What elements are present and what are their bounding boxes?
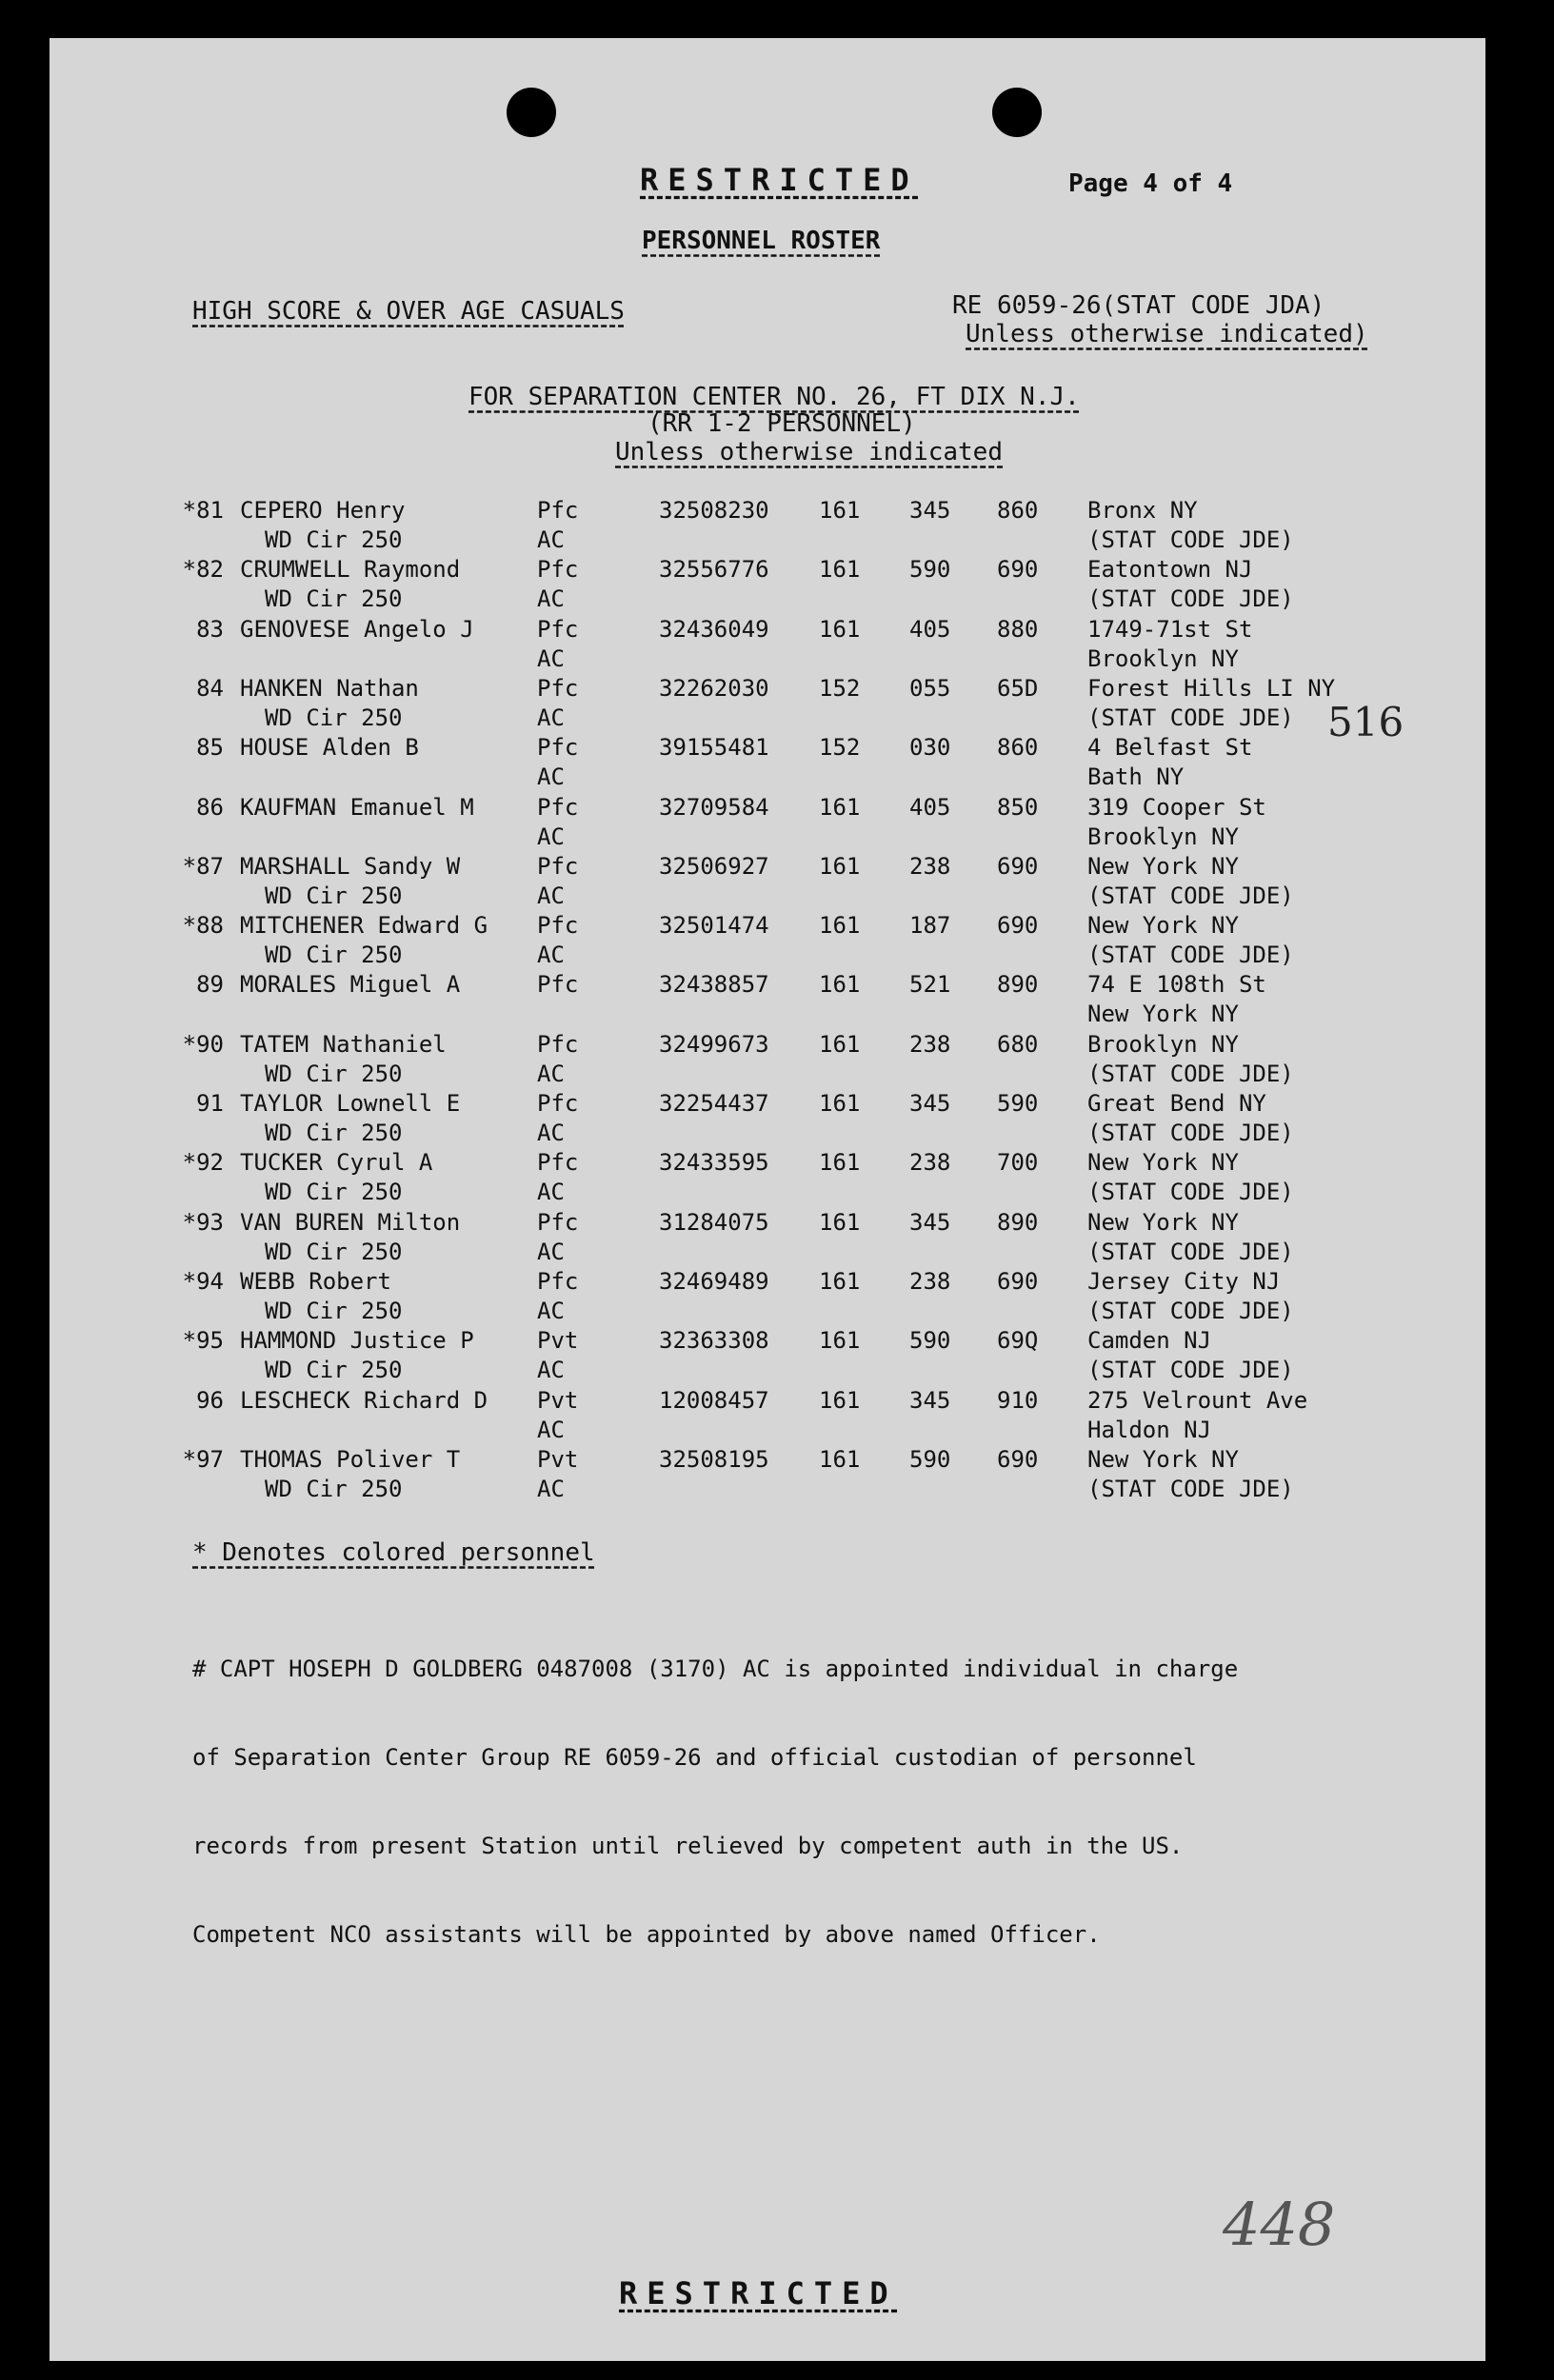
entry-code-b: 238 (909, 1267, 951, 1295)
entry-name: THOMAS Poliver T (240, 1445, 461, 1473)
entry-code-a: 161 (819, 1267, 861, 1295)
entry-address-line2: Brooklyn NY (1087, 645, 1239, 672)
entry-name: HAMMOND Justice P (240, 1327, 474, 1355)
entry-address-line2: (STAT CODE JDE) (1087, 704, 1294, 731)
entry-authority: WD Cir 250 (265, 704, 403, 731)
entry-code-a: 152 (819, 674, 861, 702)
roster-row (50, 1031, 1485, 1090)
center-heading-line2: (RR 1-2 PERSONNEL) (648, 409, 916, 438)
center-heading-line3: Unless otherwise indicated (615, 438, 1003, 466)
entry-authority: WD Cir 250 (265, 1060, 403, 1087)
entry-component: AC (537, 526, 565, 553)
entry-component: AC (537, 1357, 565, 1384)
entry-rank: Pfc (537, 615, 579, 643)
page-number: Page 4 of 4 (1068, 169, 1233, 198)
entry-code-a: 161 (819, 852, 861, 880)
entry-number: *82 (182, 556, 224, 584)
entry-code-a: 152 (819, 734, 861, 762)
entry-address-line2: New York NY (1087, 1001, 1239, 1028)
entry-code-b: 345 (909, 497, 951, 524)
entry-serial-number: 32501474 (659, 912, 769, 940)
entry-address-line1: Bronx NY (1087, 497, 1198, 524)
entry-address-line2: (STAT CODE JDE) (1087, 1297, 1294, 1324)
entry-code-a: 161 (819, 1208, 861, 1236)
roster-title: PERSONNEL ROSTER (642, 227, 881, 255)
entry-authority: WD Cir 250 (265, 526, 403, 553)
entry-code-c: 690 (997, 852, 1039, 880)
entry-code-c: 860 (997, 497, 1039, 524)
entry-address-line1: Forest Hills LI NY (1087, 674, 1336, 702)
entry-number: 89 (196, 971, 224, 999)
entry-rank: Pfc (537, 971, 579, 999)
entry-component: AC (537, 1297, 565, 1324)
entry-code-a: 161 (819, 556, 861, 584)
restricted-header: RESTRICTED (640, 162, 919, 198)
entry-authority: WD Cir 250 (265, 1297, 403, 1324)
entry-serial-number: 32254437 (659, 1090, 769, 1117)
entry-address-line2: (STAT CODE JDE) (1087, 1120, 1294, 1146)
center-heading-line1: FOR SEPARATION CENTER NO. 26, FT DIX N.J. (468, 383, 1080, 411)
entry-address-line1: Jersey City NJ (1087, 1267, 1281, 1295)
entry-authority: WD Cir 250 (265, 1475, 403, 1502)
entry-serial-number: 32438857 (659, 971, 769, 999)
entry-name: TUCKER Cyrul A (240, 1149, 433, 1177)
entry-rank: Pfc (537, 734, 579, 762)
entry-address-line1: 319 Cooper St (1087, 793, 1266, 821)
roster-row (50, 1387, 1485, 1446)
entry-number: *94 (182, 1267, 224, 1295)
note-line: of Separation Center Group RE 6059-26 and official custodian of personnel (192, 1744, 1197, 1771)
entry-rank: Pfc (537, 556, 579, 584)
note-line: # CAPT HOSEPH D GOLDBERG 0487008 (3170) AC is appointed individual in charge (192, 1656, 1239, 1682)
entry-number: *90 (182, 1030, 224, 1058)
entry-number: 83 (196, 615, 224, 643)
entry-component: AC (537, 1060, 565, 1087)
entry-address-line1: New York NY (1087, 1149, 1239, 1177)
entry-code-c: 700 (997, 1149, 1039, 1177)
entry-authority: WD Cir 250 (265, 1238, 403, 1265)
entry-address-line1: Great Bend NY (1087, 1090, 1266, 1117)
entry-address-line1: 4 Belfast St (1087, 734, 1253, 762)
roster-row (50, 1149, 1485, 1208)
entry-number: *93 (182, 1208, 224, 1236)
entry-address-line2: Haldon NJ (1087, 1416, 1212, 1443)
entry-code-a: 161 (819, 615, 861, 643)
punch-hole-left (507, 88, 556, 137)
entry-component: AC (537, 1416, 565, 1443)
roster-row (50, 971, 1485, 1030)
entry-number: *88 (182, 912, 224, 940)
entry-address-line2: Bath NY (1087, 764, 1185, 791)
entry-code-c: 860 (997, 734, 1039, 762)
entry-rank: Pfc (537, 1149, 579, 1177)
handwritten-margin-number: 516 (1327, 699, 1405, 745)
entry-address-line2: (STAT CODE JDE) (1087, 585, 1294, 613)
entry-code-b: 590 (909, 556, 951, 584)
footnote: * Denotes colored personnel (192, 1538, 595, 1567)
entry-name: WEBB Robert (240, 1267, 391, 1295)
appointment-note (192, 1596, 1238, 2009)
entry-component: AC (537, 1179, 565, 1206)
entry-address-line1: Brooklyn NY (1087, 1030, 1239, 1058)
entry-serial-number: 32709584 (659, 793, 769, 821)
entry-number: *92 (182, 1149, 224, 1177)
entry-rank: Pfc (537, 912, 579, 940)
roster-row (50, 1209, 1485, 1268)
note-line: records from present Station until relieved by competent auth in the US. (192, 1833, 1184, 1859)
entry-address-line2: (STAT CODE JDE) (1087, 882, 1294, 909)
entry-name: MORALES Miguel A (240, 971, 461, 999)
entry-number: 91 (196, 1090, 224, 1117)
entry-address-line1: 74 E 108th St (1087, 971, 1266, 999)
entry-address-line2: (STAT CODE JDE) (1087, 1238, 1294, 1265)
entry-rank: Pvt (537, 1327, 579, 1355)
entry-serial-number: 39155481 (659, 734, 769, 762)
entry-code-c: 65D (997, 674, 1039, 702)
entry-number: 96 (196, 1386, 224, 1414)
entry-address-line2: (STAT CODE JDE) (1087, 1179, 1294, 1206)
entry-name: LESCHECK Richard D (240, 1386, 488, 1414)
entry-rank: Pfc (537, 1090, 579, 1117)
entry-code-c: 890 (997, 1208, 1039, 1236)
entry-rank: Pfc (537, 852, 579, 880)
handwritten-page-number: 448 (1223, 2190, 1336, 2259)
entry-code-b: 030 (909, 734, 951, 762)
entry-rank: Pfc (537, 497, 579, 524)
entry-address-line2: (STAT CODE JDE) (1087, 1060, 1294, 1087)
entry-address-line1: Camden NJ (1087, 1327, 1212, 1355)
entry-serial-number: 32262030 (659, 674, 769, 702)
entry-serial-number: 32433595 (659, 1149, 769, 1177)
restricted-footer: RESTRICTED (619, 2275, 898, 2311)
entry-number: 84 (196, 674, 224, 702)
entry-rank: Pfc (537, 1030, 579, 1058)
entry-component: AC (537, 1475, 565, 1502)
entry-authority: WD Cir 250 (265, 585, 403, 613)
entry-code-b: 238 (909, 1030, 951, 1058)
entry-address-line2: (STAT CODE JDE) (1087, 526, 1294, 553)
roster-row (50, 497, 1485, 556)
entry-name: MARSHALL Sandy W (240, 852, 461, 880)
entry-code-c: 690 (997, 1445, 1039, 1473)
entry-name: HANKEN Nathan (240, 674, 419, 702)
entry-code-a: 161 (819, 1386, 861, 1414)
entry-code-c: 880 (997, 615, 1039, 643)
entry-authority: WD Cir 250 (265, 1179, 403, 1206)
entry-serial-number: 32436049 (659, 615, 769, 643)
roster-row (50, 853, 1485, 912)
roster-row (50, 1268, 1485, 1327)
entry-code-b: 590 (909, 1445, 951, 1473)
entry-code-c: 680 (997, 1030, 1039, 1058)
entry-rank: Pfc (537, 1208, 579, 1236)
entry-code-b: 238 (909, 852, 951, 880)
entry-serial-number: 12008457 (659, 1386, 769, 1414)
roster-row (50, 1446, 1485, 1505)
entry-rank: Pfc (537, 1267, 579, 1295)
entry-serial-number: 32508195 (659, 1445, 769, 1473)
entry-code-a: 161 (819, 1445, 861, 1473)
right-heading-line2: Unless otherwise indicated) (966, 320, 1368, 348)
entry-code-c: 690 (997, 912, 1039, 940)
entry-code-c: 690 (997, 556, 1039, 584)
entry-number: *97 (182, 1445, 224, 1473)
entry-name: MITCHENER Edward G (240, 912, 488, 940)
entry-code-c: 850 (997, 793, 1039, 821)
entry-code-c: 890 (997, 971, 1039, 999)
entry-rank: Pvt (537, 1445, 579, 1473)
entry-code-b: 521 (909, 971, 951, 999)
entry-authority: WD Cir 250 (265, 1357, 403, 1384)
entry-rank: Pfc (537, 793, 579, 821)
entry-code-a: 161 (819, 1090, 861, 1117)
entry-name: KAUFMAN Emanuel M (240, 793, 474, 821)
entry-code-c: 910 (997, 1386, 1039, 1414)
entry-code-a: 161 (819, 1149, 861, 1177)
punch-hole-right (992, 88, 1042, 137)
entry-code-b: 238 (909, 1149, 951, 1177)
entry-authority: WD Cir 250 (265, 942, 403, 969)
roster-row (50, 616, 1485, 675)
entry-authority: WD Cir 250 (265, 1120, 403, 1146)
entry-serial-number: 32506927 (659, 852, 769, 880)
entry-code-a: 161 (819, 497, 861, 524)
roster-row (50, 734, 1485, 793)
entry-component: AC (537, 942, 565, 969)
entry-number: *95 (182, 1327, 224, 1355)
entry-component: AC (537, 1120, 565, 1146)
entry-name: VAN BUREN Milton (240, 1208, 461, 1236)
entry-code-a: 161 (819, 912, 861, 940)
entry-authority: WD Cir 250 (265, 882, 403, 909)
entry-address-line1: New York NY (1087, 1445, 1239, 1473)
entry-number: 85 (196, 734, 224, 762)
entry-code-b: 590 (909, 1327, 951, 1355)
entry-serial-number: 32499673 (659, 1030, 769, 1058)
right-heading-line1: RE 6059-26(STAT CODE JDA) (952, 291, 1325, 320)
left-heading: HIGH SCORE & OVER AGE CASUALS (192, 297, 625, 326)
entry-code-b: 187 (909, 912, 951, 940)
roster-row (50, 1327, 1485, 1386)
entry-number: *87 (182, 852, 224, 880)
entry-name: CRUMWELL Raymond (240, 556, 461, 584)
entry-rank: Pfc (537, 674, 579, 702)
entry-component: AC (537, 585, 565, 613)
entry-serial-number: 32556776 (659, 556, 769, 584)
entry-code-a: 161 (819, 1327, 861, 1355)
entry-code-b: 345 (909, 1090, 951, 1117)
entry-address-line2: (STAT CODE JDE) (1087, 1475, 1294, 1502)
entry-address-line2: (STAT CODE JDE) (1087, 1357, 1294, 1384)
roster-row (50, 675, 1485, 734)
entry-component: AC (537, 823, 565, 850)
entry-address-line1: 1749-71st St (1087, 615, 1253, 643)
roster-row (50, 912, 1485, 971)
entry-number: 86 (196, 793, 224, 821)
entry-name: TATEM Nathaniel (240, 1030, 447, 1058)
entry-code-b: 345 (909, 1386, 951, 1414)
entry-address-line1: 275 Velrount Ave (1087, 1386, 1308, 1414)
entry-component: AC (537, 704, 565, 731)
entry-code-b: 345 (909, 1208, 951, 1236)
entry-code-c: 690 (997, 1267, 1039, 1295)
entry-component: AC (537, 645, 565, 672)
entry-name: HOUSE Alden B (240, 734, 419, 762)
entry-component: AC (537, 882, 565, 909)
entry-code-a: 161 (819, 793, 861, 821)
entry-address-line2: Brooklyn NY (1087, 823, 1239, 850)
entry-component: AC (537, 1238, 565, 1265)
entry-number: *81 (182, 497, 224, 524)
entry-name: TAYLOR Lownell E (240, 1090, 461, 1117)
entry-code-c: 590 (997, 1090, 1039, 1117)
entry-address-line2: (STAT CODE JDE) (1087, 942, 1294, 969)
entry-code-c: 69Q (997, 1327, 1039, 1355)
roster-row (50, 1090, 1485, 1149)
roster-row (50, 794, 1485, 853)
entry-address-line1: Eatontown NJ (1087, 556, 1253, 584)
entry-serial-number: 32363308 (659, 1327, 769, 1355)
entry-serial-number: 32469489 (659, 1267, 769, 1295)
entry-code-b: 405 (909, 793, 951, 821)
entry-code-b: 405 (909, 615, 951, 643)
roster-row (50, 556, 1485, 615)
entry-name: CEPERO Henry (240, 497, 406, 524)
entry-code-a: 161 (819, 971, 861, 999)
document-page (50, 38, 1485, 2361)
entry-name: GENOVESE Angelo J (240, 615, 474, 643)
entry-component: AC (537, 764, 565, 791)
entry-address-line1: New York NY (1087, 852, 1239, 880)
entry-rank: Pvt (537, 1386, 579, 1414)
entry-address-line1: New York NY (1087, 1208, 1239, 1236)
entry-serial-number: 31284075 (659, 1208, 769, 1236)
note-line: Competent NCO assistants will be appointed by above named Officer. (192, 1921, 1101, 1948)
entry-code-a: 161 (819, 1030, 861, 1058)
entry-code-b: 055 (909, 674, 951, 702)
entry-serial-number: 32508230 (659, 497, 769, 524)
entry-address-line1: New York NY (1087, 912, 1239, 940)
